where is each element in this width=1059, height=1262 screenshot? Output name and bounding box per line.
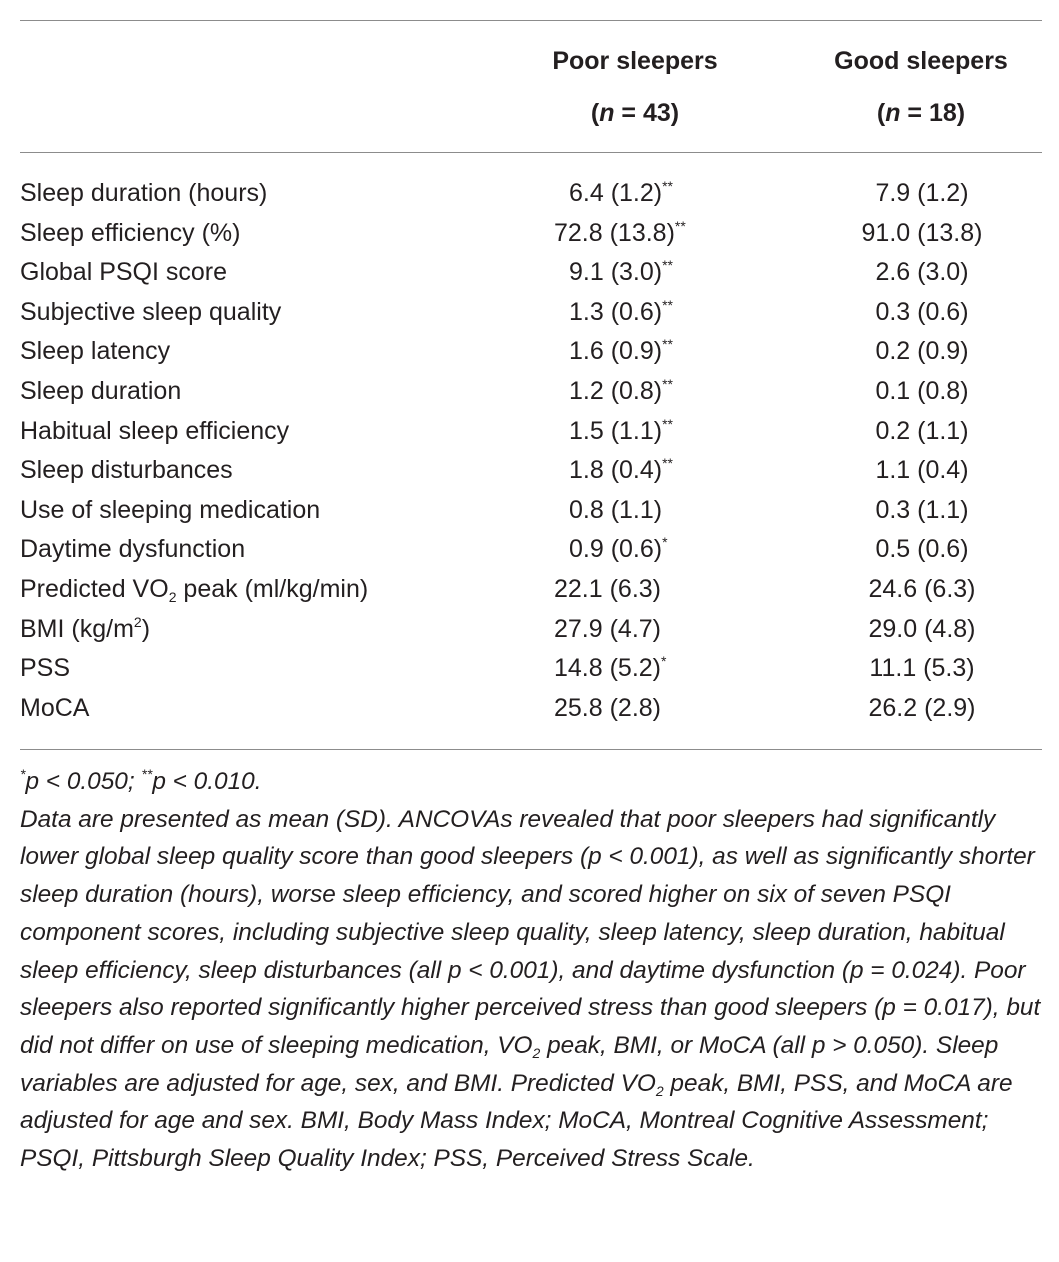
good-value: 0.1 (0.8): [875, 377, 969, 405]
poor-value: 14.8 (5.2)*: [554, 653, 667, 683]
good-value: 26.2 (2.9): [868, 693, 976, 722]
significance-mark: *: [661, 653, 667, 670]
table-note: Data are presented as mean (SD). ANCOVAs revealed that poor sleepers had significantly lower global sleep quality score than good sleepers (p < 0.001), as well as significantly shorter sleep duration (hours), worse sleep efficiency, and scored higher on six of seven PSQI component scores, including subjective sleep quality, sleep latency, sleep duration, habitual sleep efficiency, sleep disturbances (all p < 0.001), and daytime dysfunction (p = 0.024). Poor sleepers also reported significantly higher perceived stress than good sleepers (p = 0.017), but did not differ on use of sleeping medication, $VO_2$ peak, BMI, or MoCA (all p > 0.050). Sleep variables are adjusted for age, sex, and BMI. Predicted $VO_2$ peak, BMI, PSS, and MoCA are adjusted for age and sex. BMI, Body Mass Index; MoCA, Montreal Cognitive Assessment; PSQI, Pittsburgh Sleep Quality Index; PSS, Perceived Stress Scale.: [20, 805, 1041, 1173]
header-poor-title: Poor sleepers: [552, 47, 718, 75]
significance-mark: *: [662, 534, 668, 551]
row-label: Sleep duration (hours): [20, 179, 268, 207]
row-label: BMI $(kg/m^2)$: [20, 613, 151, 643]
header-poor-sleepers: [515, 46, 755, 128]
table-footnotes: [20, 763, 1045, 1178]
good-value: 0.2 (1.1): [875, 416, 969, 445]
table-row: [0, 491, 1059, 531]
poor-value: 22.1 (6.3): [554, 575, 662, 603]
significance-mark: **: [662, 296, 674, 313]
significance-mark: **: [662, 178, 674, 194]
row-label: Sleep disturbances: [20, 456, 233, 485]
subscript: 2: [655, 1082, 664, 1099]
table-row: [0, 214, 1059, 254]
significance-mark: **: [662, 415, 674, 432]
bottom-rule: [20, 749, 1042, 750]
significance-mark: **: [662, 336, 674, 353]
table-row: [0, 372, 1059, 412]
poor-value: 0.8 (1.1): [569, 495, 663, 524]
poor-value: 1.2 (0.8)**: [569, 376, 674, 405]
poor-value: 1.8 (0.4)**: [569, 455, 674, 485]
header-good-n-value: = 18): [900, 99, 966, 127]
header-poor-n-value: = 43): [614, 99, 680, 127]
good-value: 91.0 (13.8): [861, 218, 983, 247]
row-label: MoCA: [20, 693, 90, 722]
good-value: 29.0 (4.8): [868, 614, 976, 643]
good-value: 0.3 (0.6): [875, 297, 969, 326]
poor-value: 6.4 (1.2)**: [569, 178, 674, 207]
top-rule: [20, 20, 1042, 21]
header-rule: [20, 152, 1042, 153]
poor-value: 1.5 (1.1)**: [569, 415, 674, 445]
table-row: [0, 649, 1059, 689]
significance-mark: **: [674, 217, 686, 234]
table-row: [0, 689, 1059, 729]
significance-mark: **: [662, 257, 674, 274]
row-label: Habitual sleep efficiency: [20, 416, 290, 445]
table-row: [0, 412, 1059, 452]
row-label: Daytime dysfunction: [20, 535, 246, 564]
good-value: 2.6 (3.0): [875, 258, 969, 287]
table-row: [0, 610, 1059, 650]
row-label: Use of sleeping medication: [20, 495, 321, 524]
header-good-title: Good sleepers: [834, 47, 1008, 75]
good-value: 24.6 (6.3): [868, 575, 976, 603]
row-label: Sleep efficiency (%): [20, 218, 241, 247]
row-label: Predicted $VO_2$ peak (ml/kg/min): [20, 575, 369, 605]
table-row: [0, 451, 1059, 491]
header-poor-n-label: n: [599, 99, 615, 127]
table-row: [0, 174, 1059, 214]
table-row: [0, 570, 1059, 610]
good-value: 1.1 (0.4): [875, 456, 969, 485]
significance-mark: **: [662, 376, 674, 392]
poor-value: 0.9 (0.6)*: [569, 534, 668, 564]
table-row: [0, 253, 1059, 293]
significance-legend: *p < 0.050; **p < 0.010.: [20, 766, 262, 795]
good-value: 0.5 (0.6): [875, 535, 969, 564]
header-poor-n: (n = 43): [590, 99, 680, 127]
good-value: 0.2 (0.9): [875, 337, 969, 366]
superscript: 2: [133, 613, 142, 630]
table-row: [0, 332, 1059, 372]
row-label: PSS: [20, 654, 71, 683]
poor-value: 72.8 (13.8)**: [554, 217, 686, 247]
good-value: 11.1 (5.3): [869, 654, 975, 683]
subscript: 2: [168, 589, 177, 605]
poor-value: 9.1 (3.0)**: [569, 257, 674, 287]
row-label: Sleep latency: [20, 337, 171, 366]
row-label: Subjective sleep quality: [20, 297, 282, 326]
poor-value: 1.3 (0.6)**: [569, 296, 674, 326]
poor-value: 1.6 (0.9)**: [569, 336, 674, 366]
header-good-sleepers: [801, 46, 1041, 128]
good-value: 7.9 (1.2): [875, 179, 969, 207]
header-good-n: (n = 18): [876, 99, 966, 127]
table-row: [0, 293, 1059, 333]
good-value: 0.3 (1.1): [875, 495, 969, 524]
poor-value: 27.9 (4.7): [554, 614, 662, 643]
subscript: 2: [532, 1044, 541, 1061]
table-row: [0, 530, 1059, 570]
significance-mark: **: [662, 455, 674, 472]
row-label: Global PSQI score: [20, 258, 228, 287]
header-good-n-label: n: [885, 99, 901, 127]
row-label: Sleep duration: [20, 377, 182, 405]
poor-value: 25.8 (2.8): [554, 693, 662, 722]
